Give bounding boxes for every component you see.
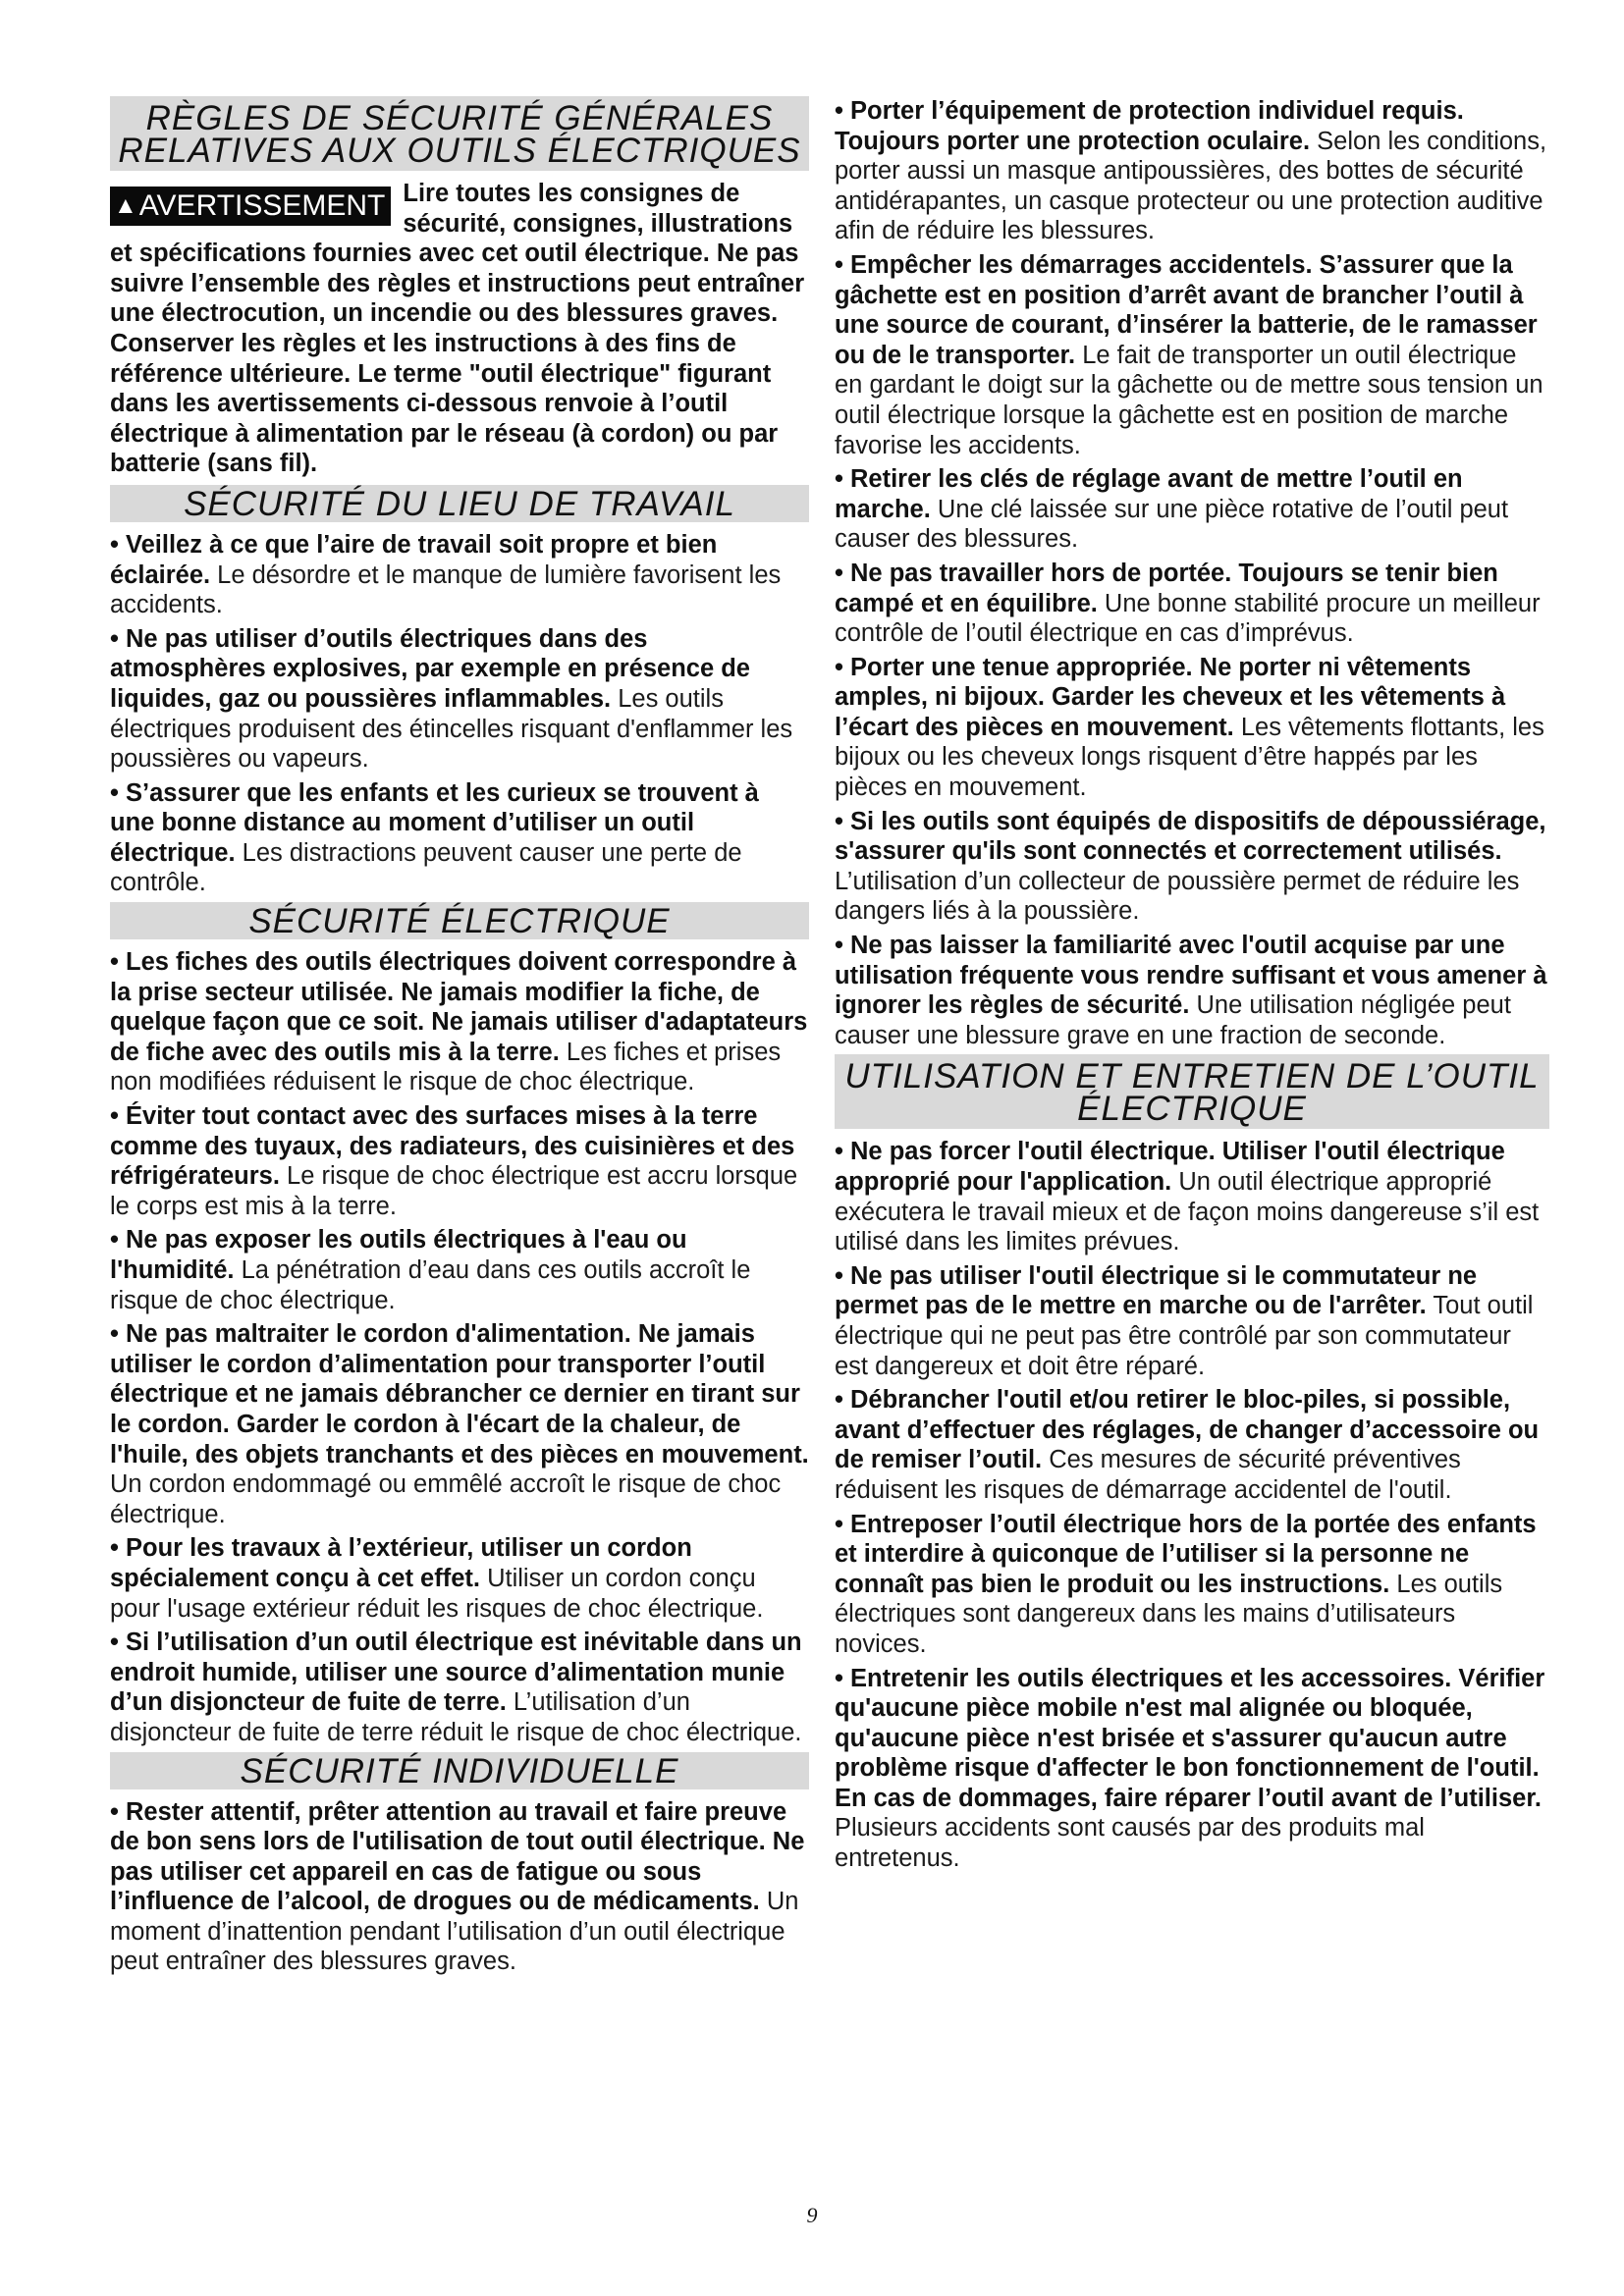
safety-item-rule: • Ne pas laisser la familiarité avec l'outil acquise par une utilisation fréquente vous rendre suffisant et vous amener à ignorer les règles de sécurité. xyxy=(835,932,1547,1020)
safety-item xyxy=(110,1225,809,1315)
safety-item xyxy=(110,530,809,620)
safety-item-rule: • Éviter tout contact avec des surfaces mises à la terre comme des tuyaux, des radiateurs, des cuisinières et des réfrigérateurs. xyxy=(110,1102,795,1191)
safety-item xyxy=(835,653,1549,803)
safety-item-explanation: Selon les conditions, porter aussi un masque antipoussières, des bottes de sécurité antidérapantes, un casque protecteur ou une protection auditive afin de réduire les blessures. xyxy=(835,127,1547,245)
warning-badge-label: AVERTISSEMENT xyxy=(138,189,386,222)
safety-item xyxy=(835,1261,1549,1381)
safety-item-explanation: Les fiches et prises non modifiées réduisent le risque de choc électrique. xyxy=(110,1038,782,1096)
safety-item-rule: • Si les outils sont équipés de dispositifs de dépoussiérage, s'assurer qu'ils sont connectés et correctement utilisés. xyxy=(835,807,1546,866)
safety-item xyxy=(835,1137,1549,1256)
page-number: 9 xyxy=(806,2203,818,2227)
personal-list xyxy=(110,1797,809,1978)
safety-item-explanation: Le risque de choc électrique est accru lorsque le corps est mis à la terre. xyxy=(110,1162,798,1220)
safety-item-rule: • Si l’utilisation d’un outil électrique est inévitable dans un endroit humide, utiliser une source d’alimentation munie d’un disjoncteur de fuite de terre. xyxy=(110,1629,802,1717)
safety-item-explanation: Le fait de transporter un outil électrique en gardant le doigt sur la gâchette ou de mettre sous tension un outil électrique lorsque la gâchette est en position de marche favorise les accidents. xyxy=(835,341,1543,459)
safety-item-rule: • Ne pas maltraiter le cordon d'alimentation. Ne jamais utiliser le cordon d’alimentation pour transporter l’outil électrique et ne jamais débrancher ce dernier en tirant sur le cordon. Garder le cordon à l'écart de la chaleur, de l'huile, des objets tranchants et des pièces en mouvement. xyxy=(110,1320,809,1468)
safety-item xyxy=(110,947,809,1097)
safety-item-explanation: Le désordre et le manque de lumière favorisent les accidents. xyxy=(110,561,782,619)
safety-item-rule: • Porter l’équipement de protection individuel requis. Toujours porter une protection oculaire. xyxy=(835,97,1464,155)
right-column xyxy=(835,96,1549,1878)
safety-item-explanation: Une utilisation négligée peut causer une blessure grave en une fraction de seconde. xyxy=(835,991,1511,1049)
safety-item-explanation: Une bonne stabilité procure un meilleur contrôle de l’outil électrique en cas d’imprévus. xyxy=(835,589,1541,648)
electrical-list xyxy=(110,947,809,1747)
safety-item xyxy=(110,1101,809,1221)
safety-item-explanation: Une clé laissée sur une pièce rotative de l’outil peut causer des blessures. xyxy=(835,495,1509,554)
tool-use-list xyxy=(835,1137,1549,1873)
safety-item xyxy=(110,624,809,774)
warning-block xyxy=(110,179,809,479)
safety-item-explanation: Plusieurs accidents sont causés par des produits mal entretenus. xyxy=(835,1814,1425,1873)
safety-item xyxy=(110,1319,809,1529)
safety-item-explanation: La pénétration d’eau dans ces outils accroît le risque de choc électrique. xyxy=(110,1256,751,1314)
safety-item-explanation: Tout outil électrique qui ne peut pas être contrôlé par son commutateur est dangereux et doit être réparé. xyxy=(835,1292,1534,1380)
safety-item-explanation: Les outils électriques sont dangereux dans les mains d’utilisateurs novices. xyxy=(835,1570,1503,1658)
warning-badge xyxy=(110,187,391,226)
safety-item-explanation: Utiliser un cordon conçu pour l'usage extérieur réduit les risques de choc électrique. xyxy=(110,1564,764,1623)
safety-item xyxy=(110,1797,809,1978)
safety-item-explanation: L’utilisation d’un disjoncteur de fuite de terre réduit le risque de choc électrique. xyxy=(110,1688,802,1746)
safety-item-rule: • Retirer les clés de réglage avant de mettre l’outil en marche. xyxy=(835,465,1463,523)
work-area-list xyxy=(110,530,809,898)
safety-item xyxy=(835,464,1549,555)
safety-item xyxy=(835,1664,1549,1874)
safety-item-rule: • Ne pas utiliser l'outil électrique si le commutateur ne permet pas de le mettre en marche ou de l'arrêter. xyxy=(835,1261,1478,1320)
section-heading-personal: SÉCURITÉ INDIVIDUELLE xyxy=(110,1752,809,1789)
safety-item-explanation: Ces mesures de sécurité préventives réduisent les risques de démarrage accidentel de l'outil. xyxy=(835,1446,1461,1504)
safety-item-explanation: Les vêtements flottants, les bijoux ou les cheveux longs risquent d’être happés par les pièces en mouvement. xyxy=(835,713,1544,802)
left-column xyxy=(110,96,809,1981)
safety-item-rule: • Entretenir les outils électriques et les accessoires. Vérifier qu'aucune pièce mobile n'est mal alignée ou bloquée, qu'aucune pièce n'est brisée et s'assurer qu'aucun autre problème risque d'affecter le bon fonctionnement de l'outil. En cas de dommages, faire réparer l’outil avant de l’utiliser. xyxy=(835,1664,1545,1812)
safety-item-explanation: L’utilisation d’un collecteur de poussière permet de réduire les dangers liés à la poussière. xyxy=(835,867,1520,926)
section-heading-tool-use: UTILISATION ET ENTRETIEN DE L’OUTIL ÉLECTRIQUE xyxy=(835,1054,1549,1129)
safety-item xyxy=(835,807,1549,927)
safety-item-rule: • Les fiches des outils électriques doivent correspondre à la prise secteur utilisée. Ne jamais modifier la fiche, de quelque façon que ce soit. Ne jamais utiliser d'adaptateurs de fiche avec des outils mis à la terre. xyxy=(110,948,808,1066)
safety-item-explanation: Les outils électriques produisent des étincelles risquant d'enflammer les poussières ou vapeurs. xyxy=(110,684,793,774)
safety-item-rule: • S’assurer que les enfants et les curieux se trouvent à une bonne distance au moment d’utiliser un outil électrique. xyxy=(110,778,759,867)
safety-item xyxy=(835,1510,1549,1660)
safety-item xyxy=(835,559,1549,649)
safety-item-explanation: Un moment d’inattention pendant l’utilisation d’un outil électrique peut entraîner des blessures graves. xyxy=(110,1888,799,1976)
safety-item-rule: • Ne pas forcer l'outil électrique. Utiliser l'outil électrique approprié pour l'application. xyxy=(835,1138,1505,1196)
section-heading-electrical: SÉCURITÉ ÉLECTRIQUE xyxy=(110,902,809,939)
safety-item-rule: • Débrancher l'outil et/ou retirer le bloc-piles, si possible, avant d’effectuer des réglages, de changer d’accessoire ou de remiser l’outil. xyxy=(835,1386,1540,1474)
safety-item xyxy=(835,931,1549,1050)
personal-list-continued xyxy=(835,96,1549,1050)
safety-item-rule: • Ne pas travailler hors de portée. Toujours se tenir bien campé et en équilibre. xyxy=(835,559,1498,617)
safety-item xyxy=(835,96,1549,246)
safety-item-rule: • Veillez à ce que l’aire de travail soit propre et bien éclairée. xyxy=(110,530,718,589)
safety-item xyxy=(835,1385,1549,1505)
safety-item xyxy=(110,1533,809,1624)
safety-item xyxy=(110,778,809,898)
safety-item-explanation: Un outil électrique approprié exécutera le travail mieux et de façon moins dangereuse s’il est utilisé dans les limites prévues. xyxy=(835,1168,1540,1256)
safety-item-explanation: Les distractions peuvent causer une perte de contrôle. xyxy=(110,838,742,897)
section-heading-work-area: SÉCURITÉ DU LIEU DE TRAVAIL xyxy=(110,485,809,522)
safety-item xyxy=(835,250,1549,460)
safety-item-rule: • Empêcher les démarrages accidentels. S’assurer que la gâchette est en position d’arrêt avant de brancher l’outil à une source de courant, d’insérer la batterie, de le ramasser ou de le transporter. xyxy=(835,250,1538,369)
safety-item-rule: • Rester attentif, prêter attention au travail et faire preuve de bon sens lors de l'utilisation de tout outil électrique. Ne pas utiliser cet appareil en cas de fatigue ou sous l’influence de l’alcool, de drogues ou de médicaments. xyxy=(110,1797,805,1916)
safety-item xyxy=(110,1628,809,1747)
safety-item-rule: • Pour les travaux à l’extérieur, utiliser un cordon spécialement conçu à cet effet. xyxy=(110,1534,692,1592)
safety-item-explanation: Un cordon endommagé ou emmêlé accroît le risque de choc électrique. xyxy=(110,1470,782,1528)
warning-triangle-icon: ▲ xyxy=(114,192,137,219)
safety-item-rule: • Porter une tenue appropriée. Ne porter ni vêtements amples, ni bijoux. Garder les cheveux et les vêtements à l’écart des pièces en mouvement. xyxy=(835,653,1506,741)
safety-item-rule: • Ne pas utiliser d’outils électriques dans des atmosphères explosives, par exemple en présence de liquides, gaz ou poussières inflammables. xyxy=(110,624,750,713)
section-heading-general-safety: RÈGLES DE SÉCURITÉ GÉNÉRALES RELATIVES AUX OUTILS ÉLECTRIQUES xyxy=(110,96,809,171)
safety-item-rule: • Ne pas exposer les outils électriques à l'eau ou l'humidité. xyxy=(110,1226,687,1284)
safety-item-rule: • Entreposer l’outil électrique hors de la portée des enfants et interdire à quiconque de l’utiliser si la personne ne connaît pas bien le produit ou les instructions. xyxy=(835,1510,1537,1598)
warning-text: Lire toutes les consignes de sécurité, consignes, illustrations et spécifications fournies avec cet outil électrique. Ne pas suivre l’ensemble des règles et instructions peut entraîner une électrocution, un incendie ou des blessures graves. Conserver les règles et les instructions à des fins de référence ultérieure. Le terme "outil électrique" figurant dans les avertissements ci-dessous renvoie à l’outil électrique à alimentation par le réseau (à cordon) ou par batterie (sans fil). xyxy=(110,180,805,478)
